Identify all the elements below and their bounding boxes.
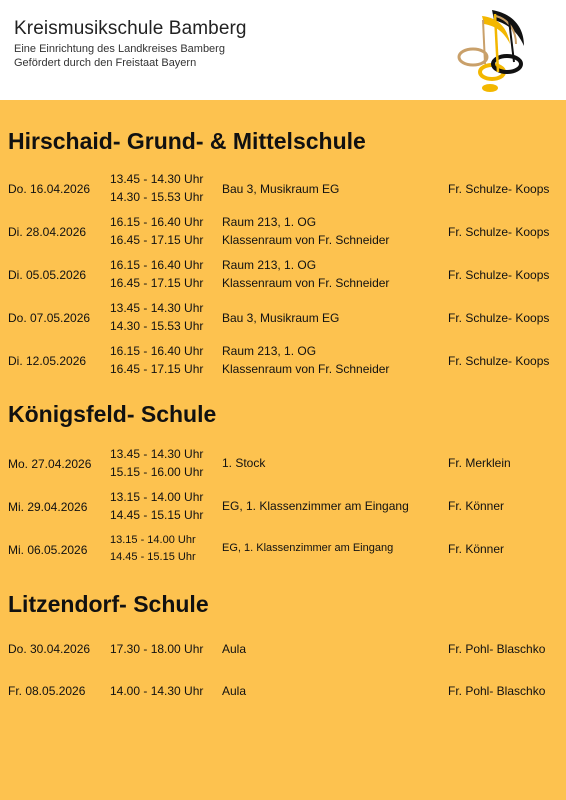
row-room-2: Klassenraum von Fr. Schneider	[222, 362, 390, 376]
row-teacher: Fr. Merklein	[448, 456, 511, 470]
section-title-koenigsfeld: Königsfeld- Schule	[8, 401, 217, 427]
row-room-2: Klassenraum von Fr. Schneider	[222, 276, 390, 290]
row-time-1: 13.15 - 14.00 Uhr	[110, 490, 204, 504]
row-room-1: Aula	[222, 684, 247, 698]
row-room-1: EG, 1. Klassenzimmer am Eingang	[222, 542, 394, 554]
row-room-2: Klassenraum von Fr. Schneider	[222, 233, 390, 247]
row-teacher: Fr. Könner	[448, 499, 505, 513]
row-room-1: Bau 3, Musikraum EG	[222, 182, 340, 196]
row-date: Di. 28.04.2026	[8, 225, 87, 239]
row-time-1: 13.15 - 14.00 Uhr	[110, 534, 196, 546]
row-teacher: Fr. Schulze- Koops	[448, 354, 550, 368]
row-date: Di. 05.05.2026	[8, 268, 87, 282]
row-teacher: Fr. Schulze- Koops	[448, 311, 550, 325]
row-time-1: 16.15 - 16.40 Uhr	[110, 344, 204, 358]
row-room-1: Aula	[222, 642, 247, 656]
row-time-2: 16.45 - 17.15 Uhr	[110, 362, 204, 376]
section-title-hirschaid: Hirschaid- Grund- & Mittelschule	[8, 128, 366, 154]
row-time-1: 16.15 - 16.40 Uhr	[110, 258, 204, 272]
row-teacher: Fr. Pohl- Blaschko	[448, 684, 546, 698]
row-date: Di. 12.05.2026	[8, 354, 87, 368]
row-teacher: Fr. Könner	[448, 542, 505, 556]
row-date: Mi. 06.05.2026	[8, 543, 88, 557]
row-date: Do. 30.04.2026	[8, 642, 91, 656]
row-teacher: Fr. Pohl- Blaschko	[448, 642, 546, 656]
page-header	[0, 0, 566, 100]
row-time-2: 14.30 - 15.53 Uhr	[110, 190, 204, 204]
row-time-2: 16.45 - 17.15 Uhr	[110, 276, 204, 290]
header-subtitle-1: Eine Einrichtung des Landkreises Bamberg	[14, 43, 225, 55]
row-teacher: Fr. Schulze- Koops	[448, 225, 550, 239]
row-date: Mi. 29.04.2026	[8, 500, 88, 514]
row-time-1: 13.45 - 14.30 Uhr	[110, 447, 204, 461]
row-date: Mo. 27.04.2026	[8, 457, 92, 471]
row-room-1: Raum 213, 1. OG	[222, 344, 317, 358]
row-time-2: 14.45 - 15.15 Uhr	[110, 551, 196, 563]
row-date: Fr. 08.05.2026	[8, 684, 86, 698]
row-time-1: 17.30 - 18.00 Uhr	[110, 642, 204, 656]
row-room-1: Bau 3, Musikraum EG	[222, 311, 340, 325]
row-time-1: 13.45 - 14.30 Uhr	[110, 172, 204, 186]
section-title-litzendorf: Litzendorf- Schule	[8, 591, 209, 617]
row-room-1: Raum 213, 1. OG	[222, 258, 317, 272]
row-room-1: 1. Stock	[222, 456, 266, 470]
row-room-1: Raum 213, 1. OG	[222, 215, 317, 229]
header-subtitle-2: Gefördert durch den Freistaat Bayern	[14, 57, 197, 69]
row-time-1: 14.00 - 14.30 Uhr	[110, 684, 204, 698]
row-time-2: 16.45 - 17.15 Uhr	[110, 233, 204, 247]
row-teacher: Fr. Schulze- Koops	[448, 268, 550, 282]
row-room-1: EG, 1. Klassenzimmer am Eingang	[222, 499, 409, 513]
music-note-logo-icon	[452, 6, 532, 94]
row-time-1: 13.45 - 14.30 Uhr	[110, 301, 204, 315]
row-time-2: 15.15 - 16.00 Uhr	[110, 465, 204, 479]
row-time-1: 16.15 - 16.40 Uhr	[110, 215, 204, 229]
row-time-2: 14.45 - 15.15 Uhr	[110, 508, 204, 522]
school-name: Kreismusikschule Bamberg	[14, 18, 247, 39]
row-date: Do. 07.05.2026	[8, 311, 91, 325]
row-time-2: 14.30 - 15.53 Uhr	[110, 319, 204, 333]
row-date: Do. 16.04.2026	[8, 182, 91, 196]
row-teacher: Fr. Schulze- Koops	[448, 182, 550, 196]
